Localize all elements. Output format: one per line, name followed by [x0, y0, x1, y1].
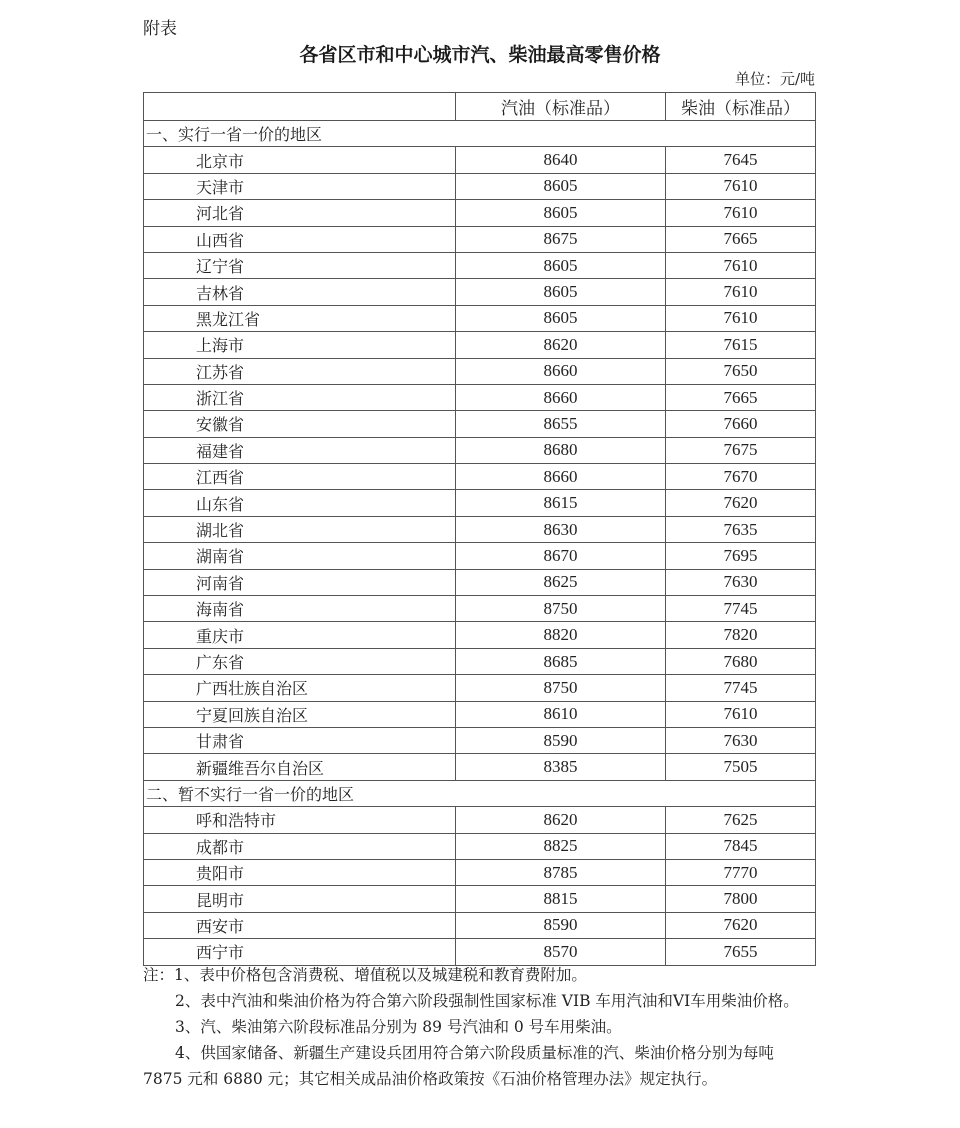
diesel-price-cell: 7800 — [666, 886, 816, 912]
diesel-price-cell: 7665 — [666, 226, 816, 252]
section-label: 二、暂不实行一省一价的地区 — [144, 780, 816, 806]
diesel-price-cell: 7845 — [666, 833, 816, 859]
gasoline-price-cell: 8605 — [456, 252, 666, 278]
diesel-price-cell: 7610 — [666, 252, 816, 278]
gasoline-price-cell: 8625 — [456, 569, 666, 595]
table-row — [144, 490, 816, 516]
note-1: 注：1、表中价格包含消费税、增值税以及城建税和教育费附加。 — [143, 966, 587, 984]
table-row — [144, 833, 816, 859]
region-cell: 呼和浩特市 — [144, 807, 456, 833]
region-cell: 河北省 — [144, 200, 456, 226]
price-table — [143, 92, 816, 966]
table-row — [144, 464, 816, 490]
table-row — [144, 596, 816, 622]
section-label: 一、实行一省一价的地区 — [144, 121, 816, 147]
note-4: 4、供国家储备、新疆生产建设兵团用符合第六阶段质量标准的汽、柴油价格分别为每吨 7875 元和 6880 元；其它相关成品油价格政策按《石油价格管理办法》规定执行。 — [143, 1044, 774, 1088]
table-row — [144, 437, 816, 463]
table-row — [144, 569, 816, 595]
region-cell: 西宁市 — [144, 939, 456, 965]
gasoline-price-cell: 8590 — [456, 912, 666, 938]
diesel-price-cell: 7610 — [666, 173, 816, 199]
table-row — [144, 411, 816, 437]
diesel-price-cell: 7610 — [666, 200, 816, 226]
diesel-price-cell: 7745 — [666, 675, 816, 701]
diesel-price-cell: 7615 — [666, 332, 816, 358]
gasoline-price-cell: 8825 — [456, 833, 666, 859]
diesel-price-cell: 7625 — [666, 807, 816, 833]
region-cell: 江苏省 — [144, 358, 456, 384]
diesel-price-cell: 7630 — [666, 727, 816, 753]
table-row — [144, 675, 816, 701]
diesel-price-cell: 7650 — [666, 358, 816, 384]
table-row — [144, 279, 816, 305]
diesel-price-cell: 7680 — [666, 648, 816, 674]
region-cell: 新疆维吾尔自治区 — [144, 754, 456, 780]
diesel-price-cell: 7665 — [666, 384, 816, 410]
region-cell: 广东省 — [144, 648, 456, 674]
gasoline-price-cell: 8685 — [456, 648, 666, 674]
gasoline-price-cell: 8620 — [456, 332, 666, 358]
region-cell: 甘肃省 — [144, 727, 456, 753]
table-row — [144, 332, 816, 358]
table-row — [144, 516, 816, 542]
gasoline-price-cell: 8815 — [456, 886, 666, 912]
gasoline-price-cell: 8640 — [456, 147, 666, 173]
region-cell: 广西壮族自治区 — [144, 675, 456, 701]
gasoline-price-cell: 8675 — [456, 226, 666, 252]
gasoline-price-cell: 8605 — [456, 173, 666, 199]
gasoline-price-cell: 8620 — [456, 807, 666, 833]
region-cell: 河南省 — [144, 569, 456, 595]
table-row — [144, 358, 816, 384]
table-row — [144, 147, 816, 173]
gasoline-price-cell: 8615 — [456, 490, 666, 516]
table-row — [144, 912, 816, 938]
region-cell: 成都市 — [144, 833, 456, 859]
region-cell: 西安市 — [144, 912, 456, 938]
gasoline-price-cell: 8750 — [456, 596, 666, 622]
gasoline-price-cell: 8385 — [456, 754, 666, 780]
table-row — [144, 543, 816, 569]
table-body — [144, 121, 816, 966]
table-row — [144, 886, 816, 912]
table-row — [144, 226, 816, 252]
diesel-price-cell: 7670 — [666, 464, 816, 490]
note-3: 3、汽、柴油第六阶段标准品分别为 89 号汽油和 0 号车用柴油。 — [175, 1018, 622, 1036]
gasoline-price-cell: 8630 — [456, 516, 666, 542]
table-row — [144, 384, 816, 410]
region-cell: 山东省 — [144, 490, 456, 516]
header-gasoline: 汽油（标准品） — [456, 93, 666, 121]
gasoline-price-cell: 8570 — [456, 939, 666, 965]
diesel-price-cell: 7645 — [666, 147, 816, 173]
gasoline-price-cell: 8820 — [456, 622, 666, 648]
table-row — [144, 754, 816, 780]
region-cell: 重庆市 — [144, 622, 456, 648]
gasoline-price-cell: 8660 — [456, 384, 666, 410]
attachment-label: 附表 — [143, 19, 177, 39]
diesel-price-cell: 7745 — [666, 596, 816, 622]
region-cell: 江西省 — [144, 464, 456, 490]
table-row — [144, 200, 816, 226]
section-row — [144, 121, 816, 147]
region-cell: 安徽省 — [144, 411, 456, 437]
diesel-price-cell: 7505 — [666, 754, 816, 780]
table-row — [144, 252, 816, 278]
gasoline-price-cell: 8680 — [456, 437, 666, 463]
header-diesel: 柴油（标准品） — [666, 93, 816, 121]
table-row — [144, 622, 816, 648]
region-cell: 吉林省 — [144, 279, 456, 305]
gasoline-price-cell: 8750 — [456, 675, 666, 701]
region-cell: 天津市 — [144, 173, 456, 199]
document-title: 各省区市和中心城市汽、柴油最高零售价格 — [299, 44, 661, 66]
diesel-price-cell: 7675 — [666, 437, 816, 463]
table-row — [144, 727, 816, 753]
gasoline-price-cell: 8660 — [456, 358, 666, 384]
region-cell: 昆明市 — [144, 886, 456, 912]
notes — [143, 962, 818, 1092]
region-cell: 海南省 — [144, 596, 456, 622]
header-region — [144, 93, 456, 121]
region-cell: 福建省 — [144, 437, 456, 463]
unit-label: 单位：元/吨 — [734, 70, 815, 88]
diesel-price-cell: 7770 — [666, 859, 816, 885]
note-2: 2、表中汽油和柴油价格为符合第六阶段强制性国家标准 VIB 车用汽油和VI车用柴油价格。 — [175, 992, 799, 1010]
diesel-price-cell: 7610 — [666, 305, 816, 331]
gasoline-price-cell: 8655 — [456, 411, 666, 437]
diesel-price-cell: 7620 — [666, 490, 816, 516]
table-header-row — [144, 93, 816, 121]
gasoline-price-cell: 8605 — [456, 305, 666, 331]
region-cell: 北京市 — [144, 147, 456, 173]
section-row — [144, 780, 816, 806]
diesel-price-cell: 7695 — [666, 543, 816, 569]
diesel-price-cell: 7630 — [666, 569, 816, 595]
diesel-price-cell: 7820 — [666, 622, 816, 648]
gasoline-price-cell: 8605 — [456, 200, 666, 226]
table-row — [144, 859, 816, 885]
region-cell: 湖南省 — [144, 543, 456, 569]
region-cell: 上海市 — [144, 332, 456, 358]
region-cell: 辽宁省 — [144, 252, 456, 278]
table-row — [144, 807, 816, 833]
region-cell: 贵阳市 — [144, 859, 456, 885]
region-cell: 山西省 — [144, 226, 456, 252]
diesel-price-cell: 7610 — [666, 279, 816, 305]
table-row — [144, 648, 816, 674]
region-cell: 浙江省 — [144, 384, 456, 410]
region-cell: 黑龙江省 — [144, 305, 456, 331]
table-row — [144, 173, 816, 199]
diesel-price-cell: 7610 — [666, 701, 816, 727]
table-row — [144, 305, 816, 331]
diesel-price-cell: 7620 — [666, 912, 816, 938]
table-row — [144, 701, 816, 727]
gasoline-price-cell: 8605 — [456, 279, 666, 305]
gasoline-price-cell: 8660 — [456, 464, 666, 490]
diesel-price-cell: 7655 — [666, 939, 816, 965]
gasoline-price-cell: 8670 — [456, 543, 666, 569]
gasoline-price-cell: 8785 — [456, 859, 666, 885]
diesel-price-cell: 7635 — [666, 516, 816, 542]
region-cell: 湖北省 — [144, 516, 456, 542]
gasoline-price-cell: 8590 — [456, 727, 666, 753]
region-cell: 宁夏回族自治区 — [144, 701, 456, 727]
diesel-price-cell: 7660 — [666, 411, 816, 437]
gasoline-price-cell: 8610 — [456, 701, 666, 727]
